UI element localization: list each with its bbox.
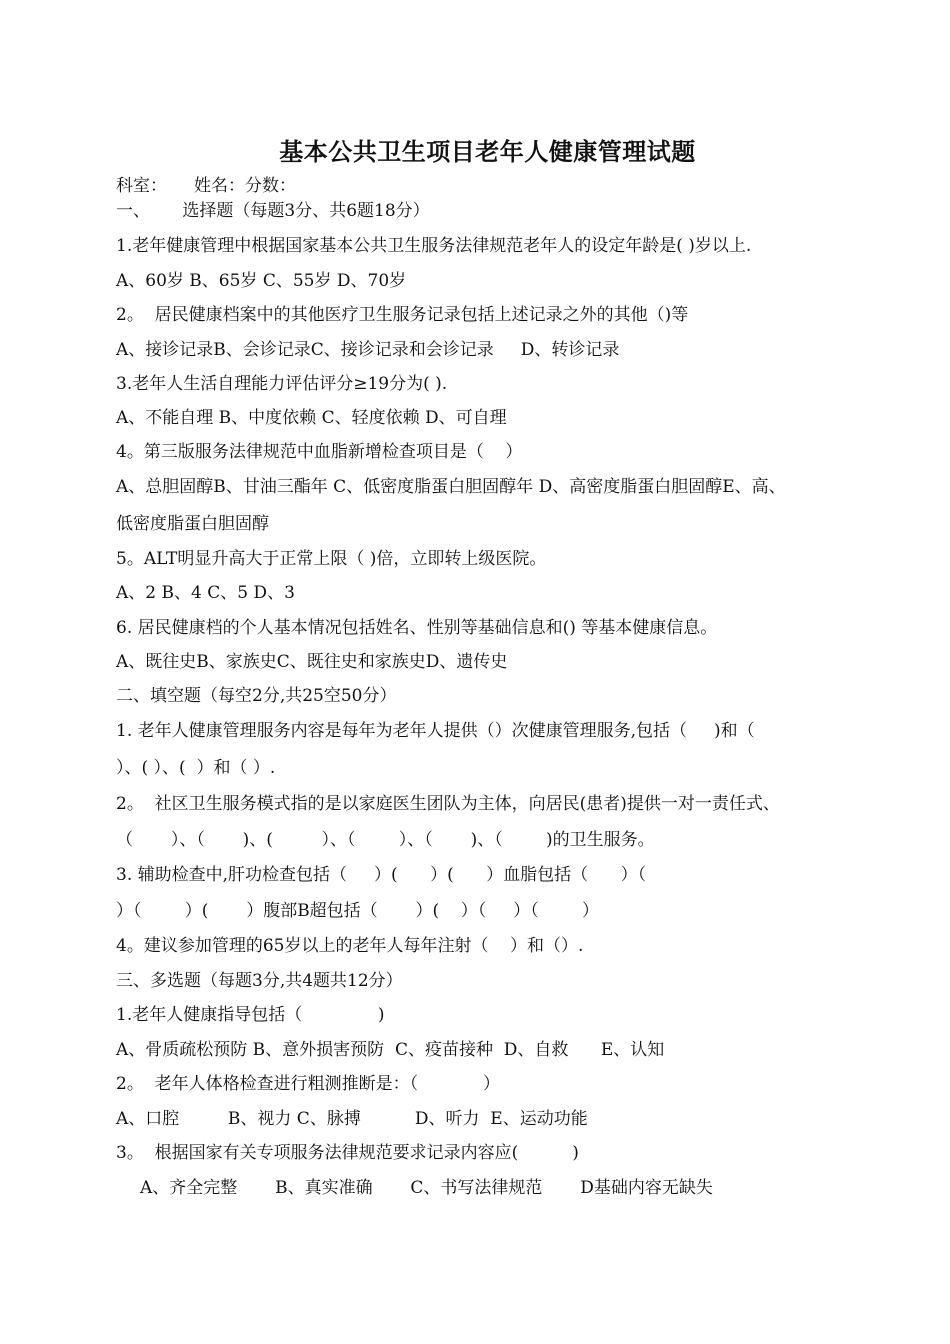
fill-question-2: 2。 社区卫生服务模式指的是以家庭医生团队为主体，向居民(患者)提供一对一责任式、 — [116, 794, 780, 814]
fill-question-2-continued: （ ）、（ )、( ）、（ ）、（ )、（ )的卫生服务。 — [116, 830, 655, 850]
question-2: 2。 居民健康档案中的其他医疗卫生服务记录包括上述记录之外的其他（)等 — [116, 305, 689, 325]
multi-options-2: A、口腔 B、视力 C、脉搏 D、听力 E、运动功能 — [116, 1109, 588, 1129]
options-6: A、既往史B、家族史C、既往史和家族史D、遗传史 — [116, 652, 508, 672]
section-heading-multi: 三、多选题（每题3分,共4题共12分） — [116, 971, 403, 991]
section-heading-fill: 二、填空题（每空2分,共25空50分） — [116, 686, 397, 706]
options-1: A、60岁 B、65岁 C、55岁 D、70岁 — [116, 271, 407, 291]
options-2: A、接诊记录B、会诊记录C、接诊记录和会诊记录 D、转诊记录 — [116, 340, 620, 360]
question-4: 4。第三版服务法律规范中血脂新增检查项目是（ ） — [116, 442, 523, 462]
multi-question-1: 1.老年人健康指导包括（ ) — [116, 1005, 385, 1025]
fill-question-1: 1. 老年人健康管理服务内容是每年为老年人提供（）次健康管理服务,包括（ )和（ — [116, 721, 755, 741]
multi-options-3: A、齐全完整 B、真实准确 C、书写法律规范 D基础内容无缺失 — [140, 1178, 713, 1198]
options-5: A、2 B、4 C、5 D、3 — [116, 583, 295, 603]
multi-question-2: 2。 老年人体格检查进行粗测推断是：（ ） — [116, 1074, 500, 1094]
fill-question-1-continued: ）、( ）、( ）和（ ）. — [116, 758, 276, 778]
fill-question-3-continued: ）（ ）( ）腹部B超包括（ ）( ）（ ）（ ） — [116, 901, 600, 921]
options-4-continued: 低密度脂蛋白胆固醇 — [116, 514, 269, 534]
multi-question-3: 3。 根据国家有关专项服务法律规范要求记录内容应( ) — [116, 1143, 579, 1163]
section-heading-choice: 一、 选择题（每题3分、共6题18分） — [116, 201, 430, 221]
question-6: 6. 居民健康档的个人基本情况包括姓名、性别等基础信息和() 等基本健康信息。 — [116, 618, 718, 638]
page-title: 基本公共卫生项目老年人健康管理试题 — [279, 137, 696, 166]
question-5: 5。ALT明显升高大于正常上限（ )倍，立即转上级医院。 — [116, 549, 547, 569]
fill-question-4: 4。建议参加管理的65岁以上的老年人每年注射（ ）和（）. — [116, 936, 584, 956]
options-3: A、不能自理 B、中度依赖 C、轻度依赖 D、可自理 — [116, 408, 507, 428]
header-fields: 科室： 姓名：分数： — [116, 176, 297, 196]
question-1: 1.老年健康管理中根据国家基本公共卫生服务法律规范老年人的设定年龄是( )岁以上. — [116, 236, 752, 256]
fill-question-3: 3. 辅助检查中,肝功检查包括（ ）( ）( ）血脂包括（ ）（ — [116, 865, 647, 885]
question-3: 3.老年人生活自理能力评估评分≥19分为( ). — [116, 374, 448, 394]
options-4: A、总胆固醇B、甘油三酯年 C、低密度脂蛋白胆固醇年 D、高密度脂蛋白胆固醇E、高、 — [116, 477, 786, 497]
multi-options-1: A、骨质疏松预防 B、意外损害预防 C、疫苗接种 D、自救 E、认知 — [116, 1040, 665, 1060]
